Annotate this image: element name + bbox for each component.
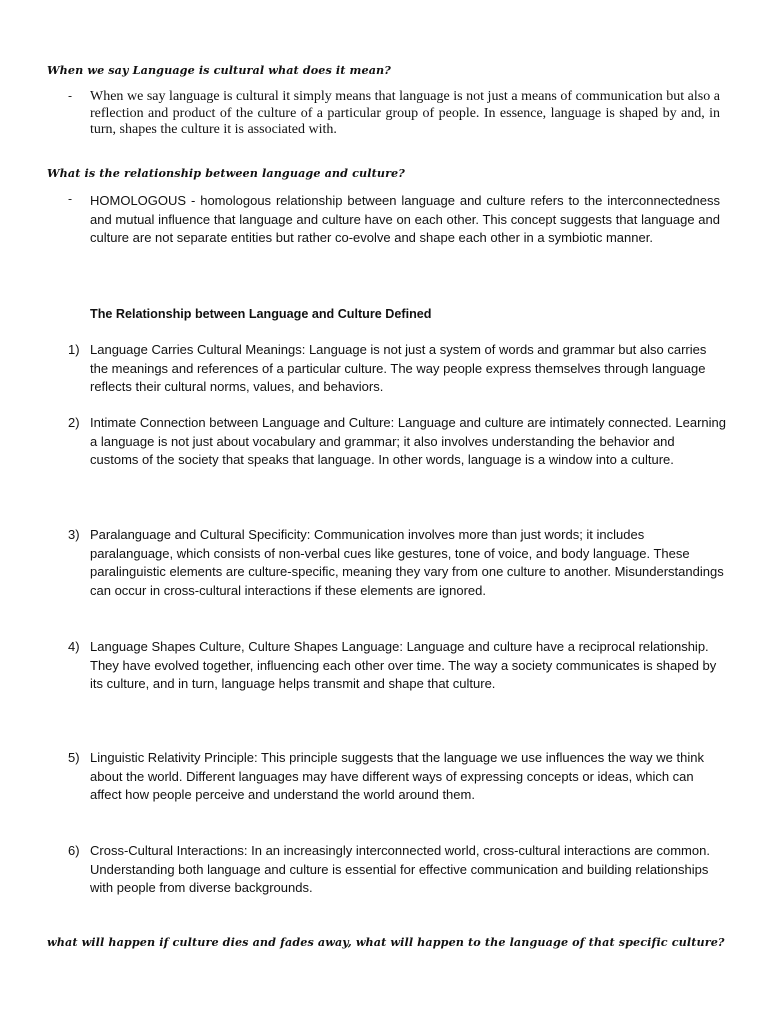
list-number: 4) <box>68 639 80 654</box>
answer-text: When we say language is cultural it simply means that language is not just a means of communication but also a reflection and product of the culture of a particular group of people. In essence, language is shaped by and, in turn, shapes the culture it is associated with. <box>90 89 720 137</box>
answer-text: HOMOLOGOUS - homologous relationship between language and culture refers to the interconnectedness and mutual influence that language and culture have on each other. This concept suggests that language and culture are not separate entities but rather co-evolve and shape each other in a symbiotic manner. <box>90 193 720 246</box>
list-item-text: Paralanguage and Cultural Specificity: Communication involves more than just words; it includes paralanguage, which consists of non-verbal cues like gestures, tone of voice, and body language. These paralinguistic elements are culture-specific, meaning they vary from one culture to another. Misunderstandings can occur in cross-cultural interactions if these elements are ignored. <box>90 527 724 598</box>
list-number: 6) <box>68 843 80 858</box>
list-number: 5) <box>68 750 80 765</box>
list-item-text: Intimate Connection between Language and Culture: Language and culture are intimately connected. Learning a language is not just about vocabulary and grammar; it also involves understanding the behavior and customs of the society that speaks that language. In other words, language is a window into a culture. <box>90 415 726 468</box>
list-item-text: Linguistic Relativity Principle: This principle suggests that the language we use influences the way we think about the world. Different languages may have different ways of expressing concepts or ideas, which can affect how people perceive and understand the world around them. <box>90 750 704 803</box>
section-heading: The Relationship between Language and Culture Defined <box>90 307 432 321</box>
list-number: 3) <box>68 527 80 542</box>
list-number: 2) <box>68 415 80 430</box>
dash-bullet: - <box>68 89 73 103</box>
list-item-text: Language Carries Cultural Meanings: Language is not just a system of words and grammar but also carries the meanings and references of a particular culture. The way people express themselves through language reflects their cultural norms, values, and behaviors. <box>90 342 707 395</box>
dash-bullet: - <box>68 192 73 206</box>
question-language-cultural: When we say Language is cultural what does it mean? <box>47 63 391 77</box>
question-culture-dies: what will happen if culture dies and fades away, what will happen to the language of that specific culture? <box>47 935 725 949</box>
list-item-text: Language Shapes Culture, Culture Shapes Language: Language and culture have a reciprocal relationship. They have evolved together, influencing each other over time. The way a society communicates is shaped by its culture, and in turn, language helps transmit and shape that culture. <box>90 639 717 692</box>
question-relationship: What is the relationship between language and culture? <box>47 166 405 180</box>
list-number: 1) <box>68 342 80 357</box>
list-item-text: Cross-Cultural Interactions: In an increasingly interconnected world, cross-cultural interactions are common. Understanding both language and culture is essential for effective communication and building relationships with people from diverse backgrounds. <box>90 843 710 896</box>
